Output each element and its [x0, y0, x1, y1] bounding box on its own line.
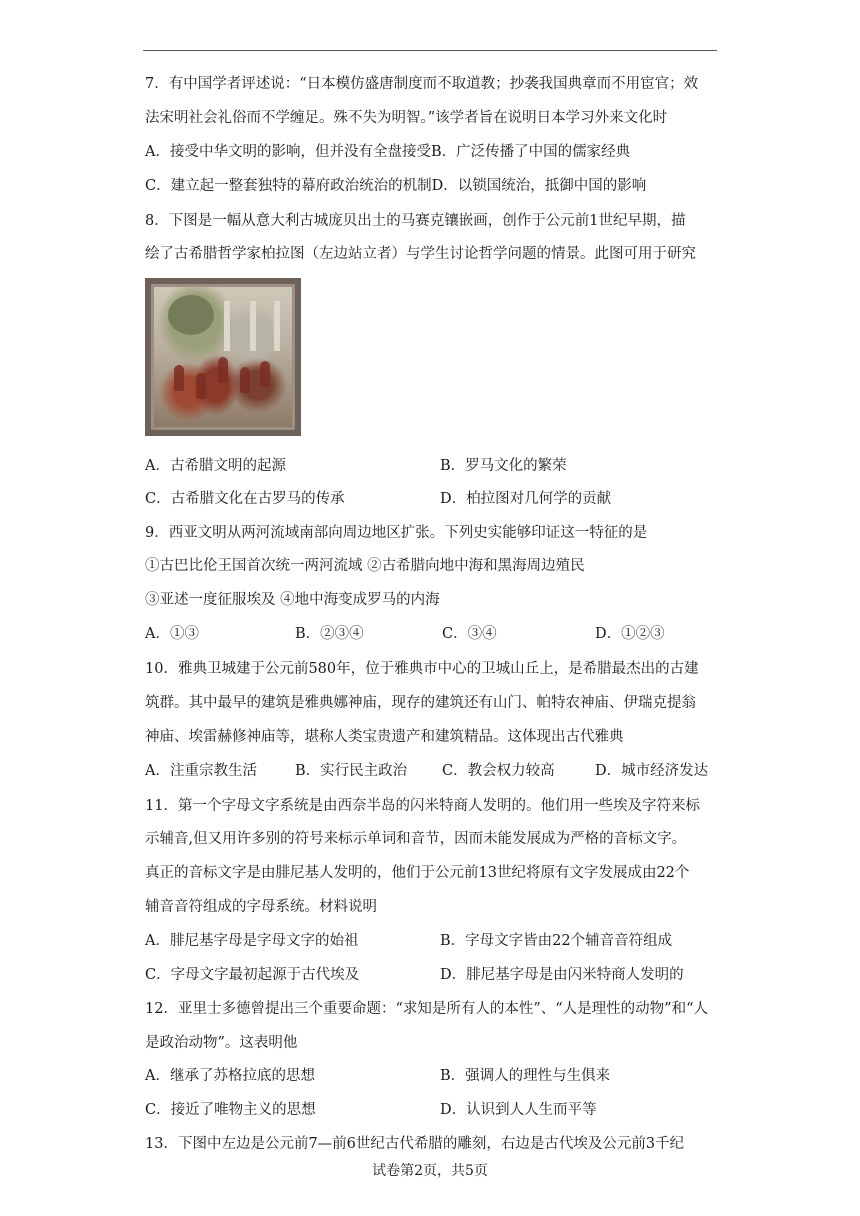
q7-option-ab: A．接受中华文明的影响，但并没有全盘接受B．广泛传播了中国的儒家经典 [145, 144, 631, 160]
q8-option-c: C．古希腊文化在古罗马的传承 [145, 491, 345, 507]
q12-option-c: C．接近了唯物主义的思想 [145, 1102, 316, 1118]
q11-stem-line-1: 11．第一个字母文字系统是由西奈半岛的闪米特商人发明的。他们用一些埃及字符来标 [145, 798, 700, 814]
q8-option-b: B．罗马文化的繁荣 [440, 458, 567, 474]
q9-stem-line-1: 9．西亚文明从两河流域南部向周边地区扩张。下列史实能够印证这一特征的是 [145, 525, 648, 541]
q8-option-a: A．古希腊文明的起源 [145, 458, 286, 474]
q10-stem-line-3: 神庙、埃雷赫修神庙等，堪称人类宝贵遗产和建筑精品。这体现出古代雅典 [145, 729, 624, 745]
q13-stem-line-1: 13．下图中左边是公元前7—前6世纪古代希腊的雕刻，右边是古代埃及公元前3千纪 [145, 1136, 685, 1152]
q9-stem-line-3: ③亚述一度征服埃及 ④地中海变成罗马的内海 [145, 592, 440, 608]
q10-option-b: B．实行民主政治 [295, 763, 408, 779]
q12-option-d: D．认识到人人生而平等 [440, 1102, 597, 1118]
q8-option-d: D．柏拉图对几何学的贡献 [440, 491, 612, 507]
q11-stem-line-3: 真正的音标文字是由腓尼基人发明的，他们于公元前13世纪将原有文字发展成由22个 [145, 865, 690, 881]
q11-option-c: C．字母文字最初起源于古代埃及 [145, 967, 360, 983]
page-footer: 试卷第2页，共5页 [372, 1163, 488, 1179]
q12-stem-line-2: 是政治动物”。这表明他 [145, 1035, 298, 1051]
q10-option-a: A．注重宗教生活 [145, 763, 257, 779]
q8-stem-line-1: 8．下图是一幅从意大利古城庞贝出土的马赛克镶嵌画，创作于公元前1世纪早期，描 [145, 213, 686, 229]
q11-option-a: A．腓尼基字母是字母文字的始祖 [145, 933, 359, 949]
q9-option-d: D．①②③ [595, 626, 665, 642]
q11-option-b: B．字母文字皆由22个辅音音符组成 [440, 933, 673, 949]
plato-mosaic-image [145, 278, 301, 436]
q9-option-c: C．③④ [442, 626, 497, 642]
q7-stem-line-2: 法宋明社会礼俗而不学缠足。殊不失为明智。”该学者旨在说明日本学习外来文化时 [145, 110, 668, 126]
q9-option-a: A．①③ [145, 626, 199, 642]
q12-stem-line-1: 12．亚里士多德曾提出三个重要命题：“求知是所有人的本性”、“人是理性的动物”和“人 [145, 1001, 709, 1017]
q9-option-b: B．②③④ [295, 626, 364, 642]
q10-option-d: D．城市经济发达 [595, 763, 709, 779]
q11-stem-line-4: 辅音音符组成的字母系统。材料说明 [145, 899, 377, 915]
q7-stem-line-1: 7．有中国学者评述说：“日本模仿盛唐制度而不取道教；抄袭我国典章而不用宦官；效 [145, 76, 699, 92]
q7-option-cd: C．建立起一整套独特的幕府政治统治的机制D．以锁国统治，抵御中国的影响 [145, 178, 647, 194]
q11-stem-line-2: 示辅音,但又用许多别的符号来标示单词和音节，因而未能发展成为严格的音标文字。 [145, 831, 687, 847]
q11-option-d: D．腓尼基字母是由闪米特商人发明的 [440, 967, 684, 983]
q12-option-b: B．强调人的理性与生俱来 [440, 1068, 611, 1084]
q9-stem-line-2: ①古巴比伦王国首次统一两河流域 ②古希腊向地中海和黑海周边殖民 [145, 558, 585, 574]
q10-stem-line-1: 10．雅典卫城建于公元前580年，位于雅典市中心的卫城山丘上，是希腊最杰出的古建 [145, 661, 699, 677]
q10-stem-line-2: 筑群。其中最早的建筑是雅典娜神庙，现存的建筑还有山门、帕特农神庙、伊瑞克提翁 [145, 695, 696, 711]
q10-option-c: C．教会权力较高 [442, 763, 555, 779]
header-rule [143, 50, 717, 51]
q12-option-a: A．继承了苏格拉底的思想 [145, 1068, 315, 1084]
q8-stem-line-2: 绘了古希腊哲学家柏拉图（左边站立者）与学生讨论哲学问题的情景。此图可用于研究 [145, 246, 696, 262]
